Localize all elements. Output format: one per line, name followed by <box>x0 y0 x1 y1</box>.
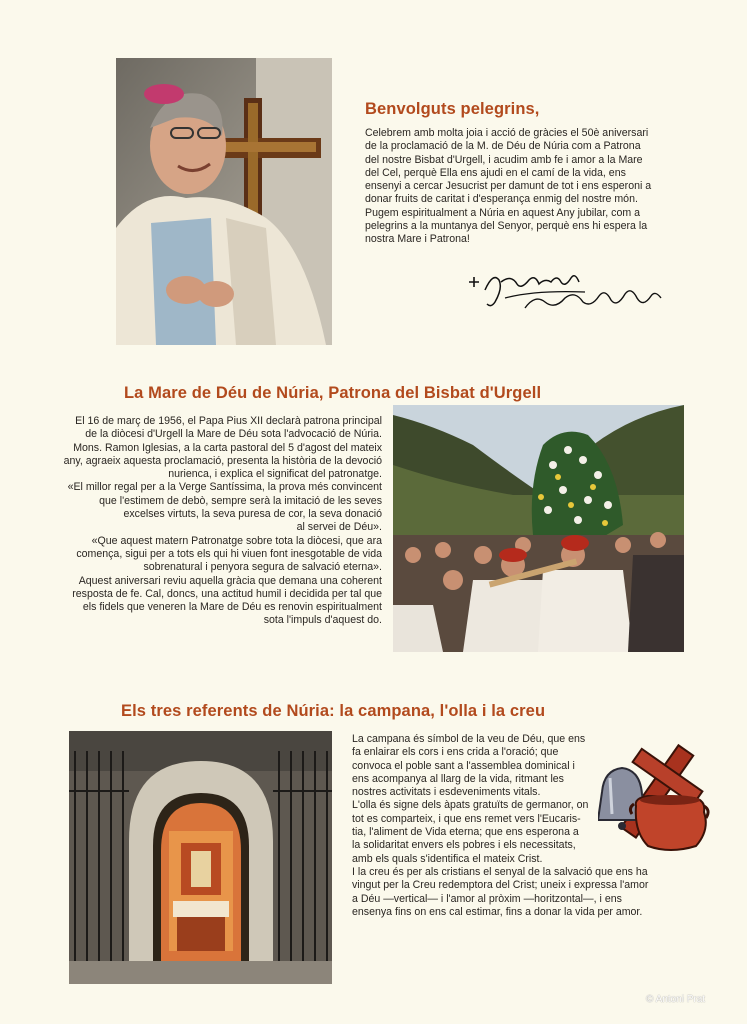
text-line: «El millor regal per a la Verge Santíssima, la prova més convincent <box>67 481 382 494</box>
text-line: ens acompanya al llarg de la vida, ritmant les <box>352 772 564 785</box>
bishop-photo <box>116 58 332 345</box>
procession-photo <box>393 405 684 652</box>
text-line: donar fruits de caritat i d'esperança enmig del nostre món. <box>365 193 638 206</box>
text-line: Celebrem amb molta joia i acció de gràcies el 50è aniversari <box>365 127 649 139</box>
text-line: nurienca, i explica el significat del patronatge. <box>168 468 382 481</box>
text-line: comença, sigui per a tots els qui hi viuen font inesgotable de vida <box>76 547 382 560</box>
text-line: L'olla és signe dels àpats gratuïts de germanor, on <box>352 799 589 812</box>
bell-pot-cross-icon <box>598 742 712 854</box>
welcome-heading: Benvolguts pelegrins, <box>365 100 540 118</box>
text-line: pelegrins a la muntanya del Senyor, perquè ens hi espera la <box>365 220 648 233</box>
text-line: la solidaritat envers els pobres i els necessitats, <box>352 839 576 852</box>
text-line: nostres activitats i esdeveniments vitals. <box>352 786 541 799</box>
text-line: I la creu és per als cristians el senyal de la salvació que ens ha <box>352 865 648 878</box>
referents-heading: Els tres referents de Núria: la campana, l'olla i la creu <box>121 702 546 720</box>
text-line: vingut per la Creu redemptora del Crist; uneix i expressa l'amor <box>352 879 649 892</box>
text-line: que l'estimem de debò, sempre serà la imitació de les seves <box>99 494 382 507</box>
text-line: nostra Mare i Patrona! <box>365 233 470 246</box>
text-line: del nostre Bisbat d'Urgell, i acudim amb fe i amor a la Mare <box>365 153 643 166</box>
text-line: de la diòcesi d'Urgell la Mare de Déu sota l'advocació de Núria. <box>85 428 382 441</box>
text-line: Mons. Ramon Iglesias, a la carta pastoral del 5 d'agost del mateix <box>73 441 382 454</box>
text-line: al servei de Déu». <box>296 521 382 534</box>
text-line: Pugem espiritualment a Núria en aquest Any jubilar, com a <box>365 206 640 219</box>
text-line: sobrenatural i penyora segura de salvació eterna». <box>143 561 382 574</box>
text-line: Aquest aniversari reviu aquella gràcia que demana una coherent <box>78 574 382 587</box>
welcome-text <box>365 127 705 247</box>
text-line: convoca el poble sant a l'assemblea dominical i <box>352 759 575 772</box>
text-line: ensenyi a cercar Jesucrist per damunt de tot i ens esperoni a <box>365 180 652 193</box>
text-line: El 16 de març de 1956, el Papa Pius XII declarà patrona principal <box>75 415 382 427</box>
text-line: excelses virtuts, la seva puresa de cor, la seva donació <box>123 508 382 521</box>
text-line: tot es comparteix, i que ens remet vers l'Eucaris- <box>352 812 581 825</box>
text-line: La campana és símbol de la veu de Déu, que ens <box>352 733 586 745</box>
text-line: del Cel, perquè Ella ens ajudi en el camí de la vida, ens <box>365 166 626 179</box>
chapel-photo <box>69 731 332 984</box>
text-line: tia, l'aliment de Vida eterna; que ens esperona a <box>352 826 579 839</box>
text-line: a Déu —vertical— i l'amor al pròxim —horitzontal—, i ens <box>352 892 622 905</box>
text-line: «Que aquest matern Patronatge sobre tota la diòcesi, que ara <box>91 534 382 547</box>
text-line: any, agraeix aquesta proclamació, presenta la història de la devoció <box>63 454 382 467</box>
text-line: resposta de fe. Cal, doncs, una actitud humil i decidida per tal que <box>72 587 382 600</box>
text-line: ensenya fins on ens cal estimar, fins a donar la vida per amor. <box>352 905 643 918</box>
patrona-heading: La Mare de Déu de Núria, Patrona del Bisbat d'Urgell <box>124 384 542 402</box>
text-line: amb els quals s'identifica el mateix Crist. <box>352 852 543 865</box>
photo-credit: © Antoni Prat <box>646 994 706 1005</box>
text-line: fa enlairar els cors i ens crida a l'oració; que <box>352 746 559 759</box>
text-line: de la proclamació de la M. de Déu de Núria com a Patrona <box>365 140 641 153</box>
signature-image <box>465 268 665 313</box>
text-line: sota l'impuls d'aquest do. <box>263 614 382 627</box>
patrona-text <box>46 415 382 628</box>
text-line: els fidels que veneren la Mare de Déu es renovin espiritualment <box>82 601 382 614</box>
